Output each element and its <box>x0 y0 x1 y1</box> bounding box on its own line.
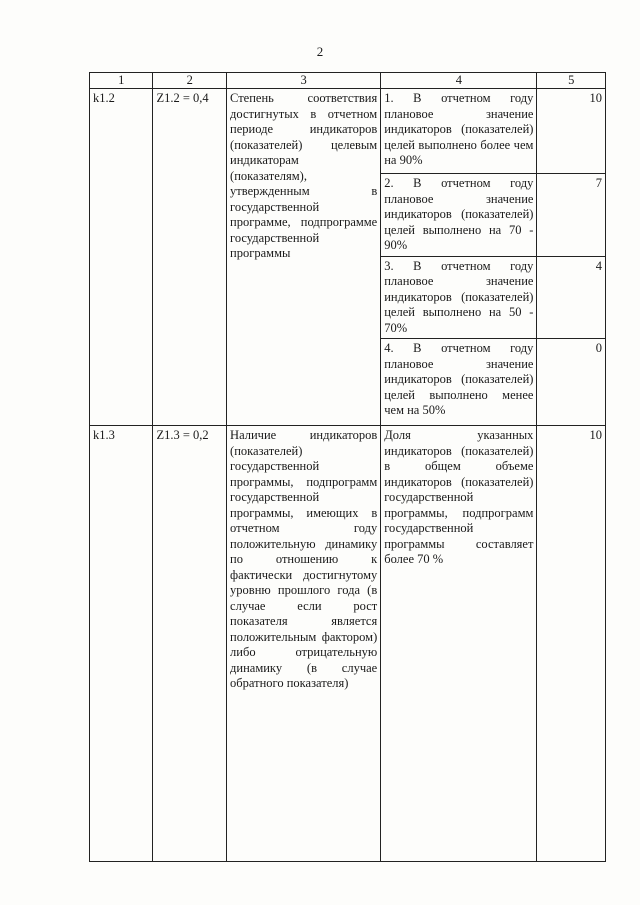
criterion-text: Доля указанных индикаторов (показателей) в общем объеме индикаторов (показателей) государственной программы, подпрограмм государственной программы составляет более 70 % <box>381 426 537 862</box>
header-cell-2: 2 <box>153 73 227 89</box>
page-number: 2 <box>316 44 324 59</box>
criterion-text: 4. В отчетном году плановое значение индикаторов (показателей) целей выполнено менее чем на 50% <box>381 339 537 426</box>
criterion-text: 1. В отчетном году плановое значение индикаторов (показателей) целей выполнено более чем на 90% <box>381 89 537 174</box>
indicator-description: Степень соответствия достигнутых в отчетном периоде индикаторов (показателей) целевым индикаторам (показателям), утвержденным в государственной программе, подпрограмме государственной программы <box>227 89 381 426</box>
indicator-code: k1.2 <box>90 89 153 426</box>
criterion-text: 3. В отчетном году плановое значение индикаторов (показателей) целей выполнено на 50 - 70% <box>381 256 537 339</box>
criterion-score: 0 <box>537 339 606 426</box>
header-cell-5: 5 <box>537 73 606 89</box>
table-row <box>90 426 606 862</box>
header-cell-1: 1 <box>90 73 153 89</box>
indicator-weight: Z1.2 = 0,4 <box>153 89 227 426</box>
indicator-weight: Z1.3 = 0,2 <box>153 426 227 862</box>
table-row <box>90 89 606 174</box>
indicator-description: Наличие индикаторов (показателей) государственной программы, подпрограмм государственной программы, имеющих в отчетном году положительную динамику по отношению к фактически достигнутому уровню прошлого года (в случае если рост показателя является положительным фактором) либо отрицательную динамику (в случае обратного показателя) <box>227 426 381 862</box>
header-cell-3: 3 <box>227 73 381 89</box>
criterion-score: 7 <box>537 174 606 257</box>
criterion-score: 10 <box>537 426 606 862</box>
header-cell-4: 4 <box>381 73 537 89</box>
table-header-row <box>90 73 606 89</box>
criterion-score: 10 <box>537 89 606 174</box>
criterion-score: 4 <box>537 256 606 339</box>
criterion-text: 2. В отчетном году плановое значение индикаторов (показателей) целей выполнено на 70 - 90% <box>381 174 537 257</box>
criteria-table <box>89 72 606 862</box>
indicator-code: k1.3 <box>90 426 153 862</box>
